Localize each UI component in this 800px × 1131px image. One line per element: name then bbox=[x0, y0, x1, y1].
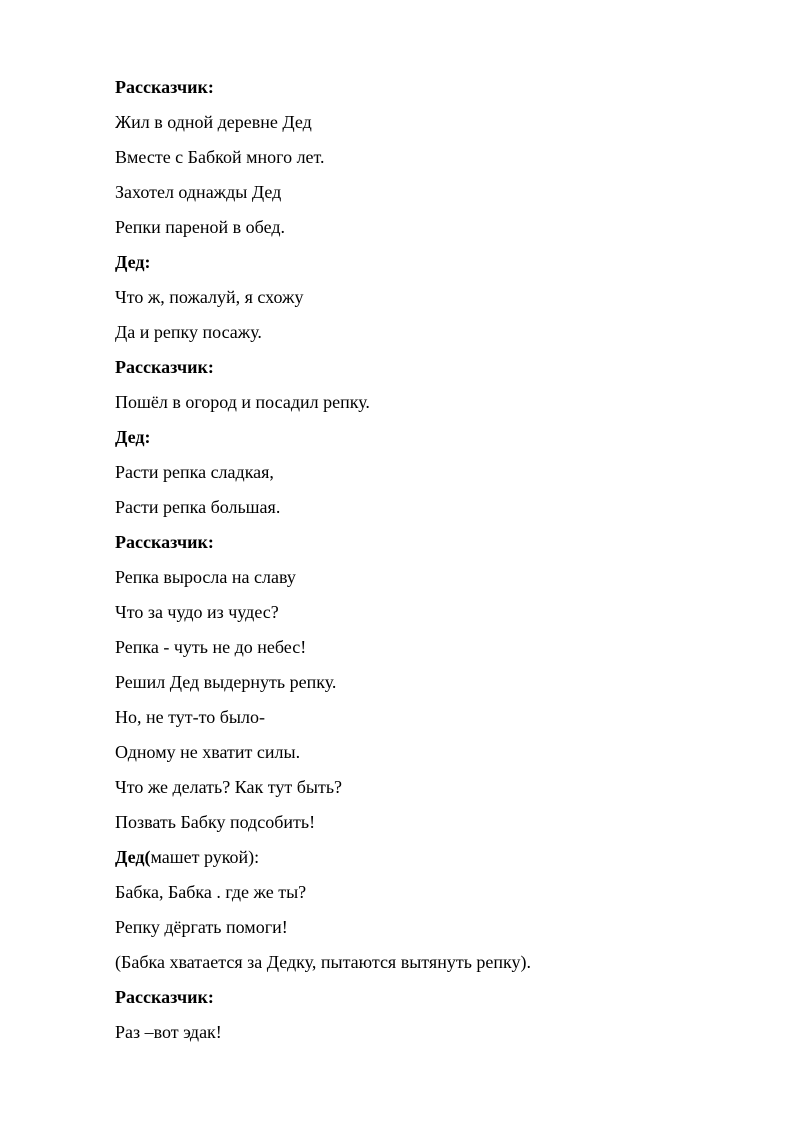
line-text: Репку дёргать помоги! bbox=[115, 917, 288, 937]
speaker-name: Дед( bbox=[115, 847, 151, 867]
line-text: Пошёл в огород и посадил репку. bbox=[115, 392, 370, 412]
speaker-line bbox=[115, 530, 755, 565]
line-text: Расти репка большая. bbox=[115, 497, 281, 517]
verse-line bbox=[115, 215, 755, 250]
verse-line bbox=[115, 810, 755, 845]
line-text: Да и репку посажу. bbox=[115, 322, 262, 342]
verse-line bbox=[115, 915, 755, 950]
line-text: (Бабка хватается за Дедку, пытаются вытянуть репку). bbox=[115, 952, 532, 972]
verse-line bbox=[115, 705, 755, 740]
line-text: Решил Дед выдернуть репку. bbox=[115, 672, 337, 692]
verse-line bbox=[115, 180, 755, 215]
stage-direction-line bbox=[115, 950, 755, 985]
stage-direction: машет рукой): bbox=[150, 847, 260, 867]
line-text: Позвать Бабку подсобить! bbox=[115, 812, 316, 832]
verse-line bbox=[115, 285, 755, 320]
verse-line bbox=[115, 670, 755, 705]
speaker-name: Дед: bbox=[115, 252, 151, 272]
verse-line bbox=[115, 775, 755, 810]
speaker-name: Рассказчик: bbox=[115, 532, 214, 552]
line-text: Расти репка сладкая, bbox=[115, 462, 274, 482]
script-text bbox=[115, 75, 755, 1055]
verse-line bbox=[115, 635, 755, 670]
speaker-line bbox=[115, 985, 755, 1020]
line-text: Репка выросла на славу bbox=[115, 567, 296, 587]
verse-line bbox=[115, 495, 755, 530]
verse-line bbox=[115, 740, 755, 775]
speaker-line bbox=[115, 355, 755, 390]
line-text: Раз –вот эдак! bbox=[115, 1022, 222, 1042]
line-text: Репки пареной в обед. bbox=[115, 217, 285, 237]
verse-line bbox=[115, 600, 755, 635]
verse-line bbox=[115, 110, 755, 145]
line-text: Одному не хватит силы. bbox=[115, 742, 301, 762]
verse-line bbox=[115, 1020, 755, 1055]
verse-line bbox=[115, 880, 755, 915]
verse-line bbox=[115, 565, 755, 600]
line-text: Что за чудо из чудес? bbox=[115, 602, 279, 622]
verse-line bbox=[115, 460, 755, 495]
line-text: Вместе с Бабкой много лет. bbox=[115, 147, 325, 167]
line-text: Что же делать? Как тут быть? bbox=[115, 777, 343, 797]
line-text: Но, не тут-то было- bbox=[115, 707, 265, 727]
line-text: Жил в одной деревне Дед bbox=[115, 112, 312, 132]
speaker-line bbox=[115, 425, 755, 460]
speaker-line bbox=[115, 250, 755, 285]
line-text: Захотел однажды Дед bbox=[115, 182, 282, 202]
verse-line bbox=[115, 320, 755, 355]
line-text: Что ж, пожалуй, я схожу bbox=[115, 287, 304, 307]
speaker-name: Рассказчик: bbox=[115, 77, 214, 97]
verse-line bbox=[115, 390, 755, 425]
speaker-name: Рассказчик: bbox=[115, 987, 214, 1007]
verse-line bbox=[115, 145, 755, 180]
line-text: Бабка, Бабка . где же ты? bbox=[115, 882, 307, 902]
speaker-name: Рассказчик: bbox=[115, 357, 214, 377]
line-text: Репка - чуть не до небес! bbox=[115, 637, 307, 657]
speaker-line bbox=[115, 75, 755, 110]
speaker-line-with-direction bbox=[115, 845, 755, 880]
speaker-name: Дед: bbox=[115, 427, 151, 447]
